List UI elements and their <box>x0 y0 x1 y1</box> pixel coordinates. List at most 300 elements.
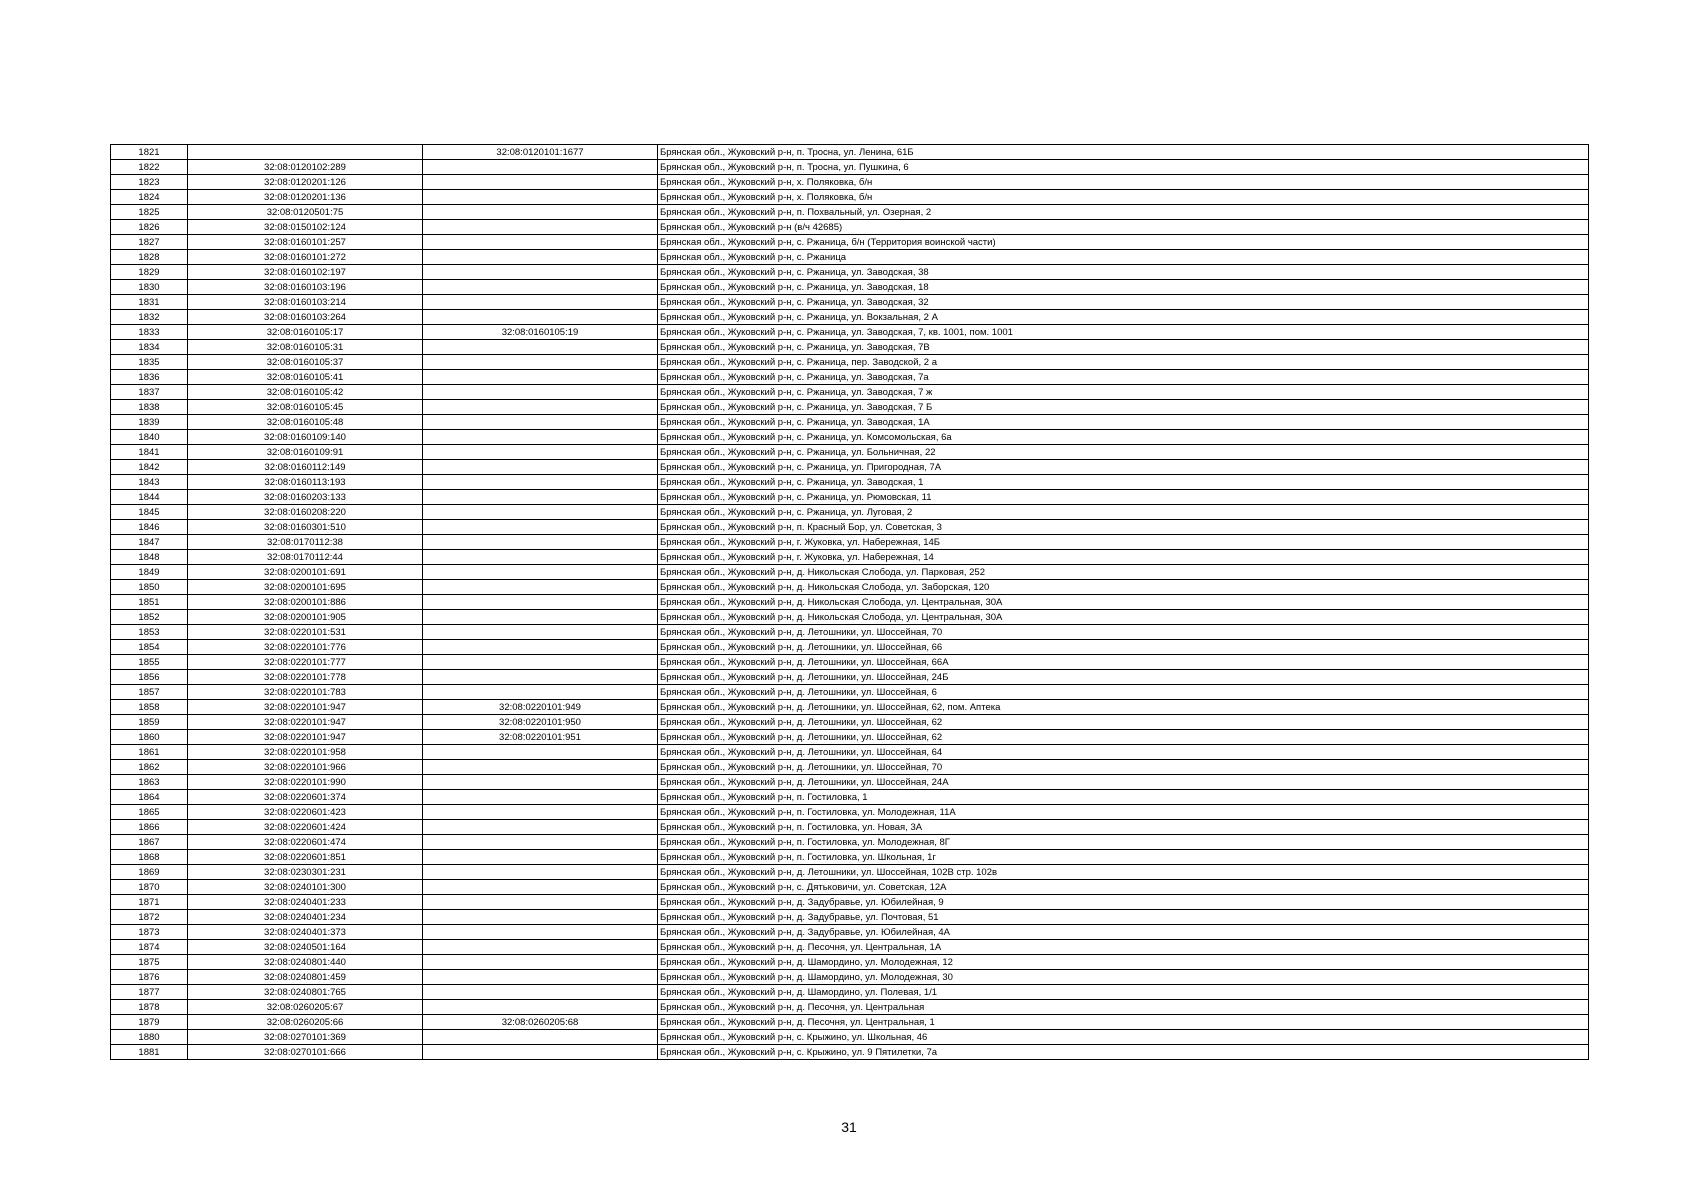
row-number-cell: 1864 <box>111 790 188 805</box>
table-row <box>111 640 1589 655</box>
row-number-cell: 1848 <box>111 550 188 565</box>
table-row <box>111 355 1589 370</box>
table-row <box>111 235 1589 250</box>
cadastral-number-cell: 32:08:0160102:197 <box>188 265 423 280</box>
cadastral-number-cell: 32:08:0160103:264 <box>188 310 423 325</box>
address-cell: Брянская обл., Жуковский р-н, п. Гостиловка, ул. Молодежная, 8Г <box>658 835 1589 850</box>
address-cell: Брянская обл., Жуковский р-н, с. Ржаница, ул. Заводская, 1 <box>658 475 1589 490</box>
related-cadastral-number-cell <box>423 925 658 940</box>
cadastral-number-cell: 32:08:0220101:947 <box>188 715 423 730</box>
address-cell: Брянская обл., Жуковский р-н, д. Летошники, ул. Шоссейная, 64 <box>658 745 1589 760</box>
address-cell: Брянская обл., Жуковский р-н, с. Ржаница, ул. Заводская, 7а <box>658 370 1589 385</box>
cadastral-number-cell: 32:08:0220101:778 <box>188 670 423 685</box>
row-number-cell: 1849 <box>111 565 188 580</box>
table-row <box>111 415 1589 430</box>
related-cadastral-number-cell <box>423 265 658 280</box>
cadastral-number-cell: 32:08:0160112:149 <box>188 460 423 475</box>
address-cell: Брянская обл., Жуковский р-н, д. Песочня, ул. Центральная, 1 <box>658 1015 1589 1030</box>
table-row <box>111 265 1589 280</box>
table-row <box>111 445 1589 460</box>
address-cell: Брянская обл., Жуковский р-н, с. Ржаница, ул. Вокзальная, 2 А <box>658 310 1589 325</box>
address-cell: Брянская обл., Жуковский р-н, с. Ржаница, ул. Заводская, 7В <box>658 340 1589 355</box>
row-number-cell: 1852 <box>111 610 188 625</box>
table-row <box>111 805 1589 820</box>
related-cadastral-number-cell <box>423 355 658 370</box>
row-number-cell: 1859 <box>111 715 188 730</box>
related-cadastral-number-cell <box>423 880 658 895</box>
table-row <box>111 490 1589 505</box>
cadastral-number-cell: 32:08:0200101:691 <box>188 565 423 580</box>
cadastral-number-cell: 32:08:0220101:783 <box>188 685 423 700</box>
table-row <box>111 250 1589 265</box>
address-cell: Брянская обл., Жуковский р-н, п. Гостиловка, ул. Новая, 3А <box>658 820 1589 835</box>
related-cadastral-number-cell <box>423 640 658 655</box>
table-row <box>111 310 1589 325</box>
row-number-cell: 1847 <box>111 535 188 550</box>
address-cell: Брянская обл., Жуковский р-н, д. Никольская Слобода, ул. Центральная, 30А <box>658 610 1589 625</box>
cadastral-number-cell: 32:08:0220601:423 <box>188 805 423 820</box>
address-cell: Брянская обл., Жуковский р-н, п. Тросна, ул. Ленина, 61Б <box>658 145 1589 160</box>
related-cadastral-number-cell <box>423 1030 658 1045</box>
table-row <box>111 160 1589 175</box>
address-cell: Брянская обл., Жуковский р-н, с. Дятьковичи, ул. Советская, 12А <box>658 880 1589 895</box>
address-cell: Брянская обл., Жуковский р-н, д. Задубравье, ул. Почтовая, 51 <box>658 910 1589 925</box>
page-number: 31 <box>841 1119 857 1135</box>
table-row <box>111 190 1589 205</box>
cadastral-number-cell: 32:08:0220101:947 <box>188 700 423 715</box>
cadastral-number-cell: 32:08:0240801:440 <box>188 955 423 970</box>
row-number-cell: 1845 <box>111 505 188 520</box>
related-cadastral-number-cell <box>423 1000 658 1015</box>
address-cell: Брянская обл., Жуковский р-н, д. Песочня, ул. Центральная, 1А <box>658 940 1589 955</box>
row-number-cell: 1842 <box>111 460 188 475</box>
table-row <box>111 610 1589 625</box>
table-row <box>111 340 1589 355</box>
registry-table-body <box>111 145 1589 1060</box>
table-row <box>111 430 1589 445</box>
address-cell: Брянская обл., Жуковский р-н, с. Ржаница, пер. Заводской, 2 а <box>658 355 1589 370</box>
address-cell: Брянская обл., Жуковский р-н, г. Жуковка, ул. Набережная, 14 <box>658 550 1589 565</box>
cadastral-number-cell: 32:08:0240101:300 <box>188 880 423 895</box>
related-cadastral-number-cell <box>423 520 658 535</box>
address-cell: Брянская обл., Жуковский р-н, с. Ржаница, ул. Заводская, 18 <box>658 280 1589 295</box>
cadastral-number-cell: 32:08:0160109:91 <box>188 445 423 460</box>
table-row <box>111 625 1589 640</box>
table-row <box>111 1015 1589 1030</box>
row-number-cell: 1833 <box>111 325 188 340</box>
table-row <box>111 865 1589 880</box>
cadastral-number-cell: 32:08:0220601:851 <box>188 850 423 865</box>
cadastral-number-cell: 32:08:0270101:666 <box>188 1045 423 1060</box>
cadastral-number-cell: 32:08:0220601:424 <box>188 820 423 835</box>
row-number-cell: 1824 <box>111 190 188 205</box>
related-cadastral-number-cell <box>423 280 658 295</box>
address-cell: Брянская обл., Жуковский р-н, с. Ржаница, ул. Заводская, 7 Б <box>658 400 1589 415</box>
row-number-cell: 1862 <box>111 760 188 775</box>
address-cell: Брянская обл., Жуковский р-н, х. Поляковка, б/н <box>658 190 1589 205</box>
cadastral-number-cell <box>188 145 423 160</box>
table-row <box>111 1030 1589 1045</box>
related-cadastral-number-cell: 32:08:0220101:950 <box>423 715 658 730</box>
cadastral-number-cell: 32:08:0160105:45 <box>188 400 423 415</box>
table-row <box>111 910 1589 925</box>
table-row <box>111 730 1589 745</box>
cadastral-number-cell: 32:08:0160105:42 <box>188 385 423 400</box>
row-number-cell: 1840 <box>111 430 188 445</box>
cadastral-number-cell: 32:08:0120102:289 <box>188 160 423 175</box>
row-number-cell: 1854 <box>111 640 188 655</box>
table-row <box>111 970 1589 985</box>
address-cell: Брянская обл., Жуковский р-н, с. Ржаница, ул. Комсомольская, 6а <box>658 430 1589 445</box>
row-number-cell: 1825 <box>111 205 188 220</box>
row-number-cell: 1856 <box>111 670 188 685</box>
table-row <box>111 955 1589 970</box>
cadastral-number-cell: 32:08:0160105:37 <box>188 355 423 370</box>
related-cadastral-number-cell <box>423 670 658 685</box>
cadastral-number-cell: 32:08:0160105:17 <box>188 325 423 340</box>
related-cadastral-number-cell <box>423 895 658 910</box>
related-cadastral-number-cell <box>423 1045 658 1060</box>
address-cell: Брянская обл., Жуковский р-н, д. Задубравье, ул. Юбилейная, 9 <box>658 895 1589 910</box>
address-cell: Брянская обл., Жуковский р-н, с. Ржаница, ул. Заводская, 1А <box>658 415 1589 430</box>
cadastral-number-cell: 32:08:0240401:234 <box>188 910 423 925</box>
address-cell: Брянская обл., Жуковский р-н, д. Летошники, ул. Шоссейная, 102В стр. 102в <box>658 865 1589 880</box>
row-number-cell: 1843 <box>111 475 188 490</box>
address-cell: Брянская обл., Жуковский р-н, д. Никольская Слобода, ул. Парковая, 252 <box>658 565 1589 580</box>
row-number-cell: 1841 <box>111 445 188 460</box>
related-cadastral-number-cell: 32:08:0120101:1677 <box>423 145 658 160</box>
row-number-cell: 1822 <box>111 160 188 175</box>
table-row <box>111 565 1589 580</box>
table-row <box>111 895 1589 910</box>
related-cadastral-number-cell <box>423 655 658 670</box>
cadastral-number-cell: 32:08:0240401:233 <box>188 895 423 910</box>
related-cadastral-number-cell <box>423 865 658 880</box>
related-cadastral-number-cell <box>423 610 658 625</box>
row-number-cell: 1871 <box>111 895 188 910</box>
address-cell: Брянская обл., Жуковский р-н, х. Поляковка, б/н <box>658 175 1589 190</box>
row-number-cell: 1858 <box>111 700 188 715</box>
table-row <box>111 925 1589 940</box>
table-row <box>111 370 1589 385</box>
cadastral-number-cell: 32:08:0160105:41 <box>188 370 423 385</box>
cadastral-number-cell: 32:08:0120201:136 <box>188 190 423 205</box>
related-cadastral-number-cell <box>423 340 658 355</box>
table-row <box>111 175 1589 190</box>
related-cadastral-number-cell <box>423 475 658 490</box>
address-cell: Брянская обл., Жуковский р-н, п. Гостиловка, 1 <box>658 790 1589 805</box>
related-cadastral-number-cell <box>423 370 658 385</box>
address-cell: Брянская обл., Жуковский р-н, д. Никольская Слобода, ул. Заборская, 120 <box>658 580 1589 595</box>
row-number-cell: 1823 <box>111 175 188 190</box>
related-cadastral-number-cell <box>423 835 658 850</box>
address-cell: Брянская обл., Жуковский р-н, с. Ржаница <box>658 250 1589 265</box>
row-number-cell: 1835 <box>111 355 188 370</box>
related-cadastral-number-cell <box>423 940 658 955</box>
property-registry-table <box>110 144 1589 1060</box>
address-cell: Брянская обл., Жуковский р-н, д. Летошники, ул. Шоссейная, 70 <box>658 760 1589 775</box>
table-row <box>111 1045 1589 1060</box>
related-cadastral-number-cell <box>423 685 658 700</box>
related-cadastral-number-cell <box>423 550 658 565</box>
address-cell: Брянская обл., Жуковский р-н, с. Ржаница, ул. Заводская, 32 <box>658 295 1589 310</box>
cadastral-number-cell: 32:08:0220101:958 <box>188 745 423 760</box>
row-number-cell: 1857 <box>111 685 188 700</box>
related-cadastral-number-cell: 32:08:0160105:19 <box>423 325 658 340</box>
address-cell: Брянская обл., Жуковский р-н, д. Летошники, ул. Шоссейная, 70 <box>658 625 1589 640</box>
cadastral-number-cell: 32:08:0200101:886 <box>188 595 423 610</box>
cadastral-number-cell: 32:08:0220101:966 <box>188 760 423 775</box>
row-number-cell: 1830 <box>111 280 188 295</box>
address-cell: Брянская обл., Жуковский р-н, д. Летошники, ул. Шоссейная, 62 <box>658 715 1589 730</box>
row-number-cell: 1861 <box>111 745 188 760</box>
related-cadastral-number-cell <box>423 565 658 580</box>
address-cell: Брянская обл., Жуковский р-н, д. Никольская Слобода, ул. Центральная, 30А <box>658 595 1589 610</box>
address-cell: Брянская обл., Жуковский р-н, с. Ржаница, ул. Больничная, 22 <box>658 445 1589 460</box>
related-cadastral-number-cell <box>423 805 658 820</box>
cadastral-number-cell: 32:08:0220101:776 <box>188 640 423 655</box>
address-cell: Брянская обл., Жуковский р-н, д. Задубравье, ул. Юбилейная, 4А <box>658 925 1589 940</box>
row-number-cell: 1828 <box>111 250 188 265</box>
related-cadastral-number-cell <box>423 310 658 325</box>
row-number-cell: 1827 <box>111 235 188 250</box>
address-cell: Брянская обл., Жуковский р-н, с. Крыжино, ул. Школьная, 46 <box>658 1030 1589 1045</box>
row-number-cell: 1831 <box>111 295 188 310</box>
address-cell: Брянская обл., Жуковский р-н, с. Ржаница, ул. Заводская, 7 ж <box>658 385 1589 400</box>
related-cadastral-number-cell <box>423 175 658 190</box>
related-cadastral-number-cell <box>423 625 658 640</box>
row-number-cell: 1870 <box>111 880 188 895</box>
table-row <box>111 1000 1589 1015</box>
cadastral-number-cell: 32:08:0240801:765 <box>188 985 423 1000</box>
cadastral-number-cell: 32:08:0170112:44 <box>188 550 423 565</box>
table-row <box>111 745 1589 760</box>
table-row <box>111 205 1589 220</box>
address-cell: Брянская обл., Жуковский р-н, п. Тросна, ул. Пушкина, 6 <box>658 160 1589 175</box>
row-number-cell: 1826 <box>111 220 188 235</box>
address-cell: Брянская обл., Жуковский р-н, с. Ржаница, ул. Пригородная, 7А <box>658 460 1589 475</box>
cadastral-number-cell: 32:08:0260205:66 <box>188 1015 423 1030</box>
address-cell: Брянская обл., Жуковский р-н, с. Ржаница, ул. Заводская, 7, кв. 1001, пом. 1001 <box>658 325 1589 340</box>
row-number-cell: 1879 <box>111 1015 188 1030</box>
cadastral-number-cell: 32:08:0240801:459 <box>188 970 423 985</box>
cadastral-number-cell: 32:08:0220101:531 <box>188 625 423 640</box>
table-row <box>111 145 1589 160</box>
related-cadastral-number-cell <box>423 250 658 265</box>
related-cadastral-number-cell <box>423 400 658 415</box>
related-cadastral-number-cell <box>423 955 658 970</box>
related-cadastral-number-cell <box>423 295 658 310</box>
cadastral-number-cell: 32:08:0260205:67 <box>188 1000 423 1015</box>
cadastral-number-cell: 32:08:0160105:31 <box>188 340 423 355</box>
address-cell: Брянская обл., Жуковский р-н, д. Шамордино, ул. Молодежная, 30 <box>658 970 1589 985</box>
related-cadastral-number-cell: 32:08:0220101:951 <box>423 730 658 745</box>
table-row <box>111 505 1589 520</box>
related-cadastral-number-cell <box>423 385 658 400</box>
table-row <box>111 670 1589 685</box>
table-row <box>111 715 1589 730</box>
cadastral-number-cell: 32:08:0160203:133 <box>188 490 423 505</box>
related-cadastral-number-cell <box>423 760 658 775</box>
related-cadastral-number-cell: 32:08:0220101:949 <box>423 700 658 715</box>
table-row <box>111 580 1589 595</box>
row-number-cell: 1877 <box>111 985 188 1000</box>
related-cadastral-number-cell <box>423 820 658 835</box>
row-number-cell: 1881 <box>111 1045 188 1060</box>
row-number-cell: 1873 <box>111 925 188 940</box>
cadastral-number-cell: 32:08:0270101:369 <box>188 1030 423 1045</box>
address-cell: Брянская обл., Жуковский р-н, п. Гостиловка, ул. Школьная, 1г <box>658 850 1589 865</box>
address-cell: Брянская обл., Жуковский р-н, п. Похвальный, ул. Озерная, 2 <box>658 205 1589 220</box>
cadastral-number-cell: 32:08:0240501:164 <box>188 940 423 955</box>
table-row <box>111 835 1589 850</box>
address-cell: Брянская обл., Жуковский р-н, с. Ржаница, ул. Заводская, 38 <box>658 265 1589 280</box>
related-cadastral-number-cell <box>423 745 658 760</box>
row-number-cell: 1838 <box>111 400 188 415</box>
row-number-cell: 1834 <box>111 340 188 355</box>
table-row <box>111 985 1589 1000</box>
address-cell: Брянская обл., Жуковский р-н, с. Крыжино, ул. 9 Пятилетки, 7а <box>658 1045 1589 1060</box>
related-cadastral-number-cell <box>423 985 658 1000</box>
cadastral-number-cell: 32:08:0220101:947 <box>188 730 423 745</box>
related-cadastral-number-cell <box>423 790 658 805</box>
row-number-cell: 1844 <box>111 490 188 505</box>
address-cell: Брянская обл., Жуковский р-н, г. Жуковка, ул. Набережная, 14Б <box>658 535 1589 550</box>
table-row <box>111 295 1589 310</box>
table-row <box>111 880 1589 895</box>
cadastral-number-cell: 32:08:0170112:38 <box>188 535 423 550</box>
related-cadastral-number-cell <box>423 160 658 175</box>
table-row <box>111 655 1589 670</box>
address-cell: Брянская обл., Жуковский р-н, д. Летошники, ул. Шоссейная, 66 <box>658 640 1589 655</box>
address-cell: Брянская обл., Жуковский р-н, д. Шамордино, ул. Молодежная, 12 <box>658 955 1589 970</box>
table-row <box>111 475 1589 490</box>
table-row <box>111 400 1589 415</box>
row-number-cell: 1872 <box>111 910 188 925</box>
row-number-cell: 1878 <box>111 1000 188 1015</box>
related-cadastral-number-cell <box>423 220 658 235</box>
row-number-cell: 1863 <box>111 775 188 790</box>
row-number-cell: 1851 <box>111 595 188 610</box>
address-cell: Брянская обл., Жуковский р-н, д. Летошники, ул. Шоссейная, 66А <box>658 655 1589 670</box>
cadastral-number-cell: 32:08:0160101:272 <box>188 250 423 265</box>
related-cadastral-number-cell <box>423 775 658 790</box>
row-number-cell: 1874 <box>111 940 188 955</box>
address-cell: Брянская обл., Жуковский р-н, п. Красный Бор, ул. Советская, 3 <box>658 520 1589 535</box>
row-number-cell: 1866 <box>111 820 188 835</box>
related-cadastral-number-cell <box>423 445 658 460</box>
row-number-cell: 1876 <box>111 970 188 985</box>
related-cadastral-number-cell <box>423 910 658 925</box>
row-number-cell: 1829 <box>111 265 188 280</box>
table-row <box>111 760 1589 775</box>
related-cadastral-number-cell <box>423 595 658 610</box>
row-number-cell: 1869 <box>111 865 188 880</box>
address-cell: Брянская обл., Жуковский р-н, д. Шамордино, ул. Полевая, 1/1 <box>658 985 1589 1000</box>
related-cadastral-number-cell <box>423 580 658 595</box>
related-cadastral-number-cell <box>423 535 658 550</box>
row-number-cell: 1850 <box>111 580 188 595</box>
address-cell: Брянская обл., Жуковский р-н, д. Летошники, ул. Шоссейная, 6 <box>658 685 1589 700</box>
address-cell: Брянская обл., Жуковский р-н, с. Ржаница, б/н (Территория воинской части) <box>658 235 1589 250</box>
table-row <box>111 325 1589 340</box>
address-cell: Брянская обл., Жуковский р-н, д. Летошники, ул. Шоссейная, 62 <box>658 730 1589 745</box>
address-cell: Брянская обл., Жуковский р-н, с. Ржаница, ул. Луговая, 2 <box>658 505 1589 520</box>
row-number-cell: 1853 <box>111 625 188 640</box>
related-cadastral-number-cell: 32:08:0260205:68 <box>423 1015 658 1030</box>
table-row <box>111 280 1589 295</box>
row-number-cell: 1860 <box>111 730 188 745</box>
cadastral-number-cell: 32:08:0160301:510 <box>188 520 423 535</box>
address-cell: Брянская обл., Жуковский р-н, д. Летошники, ул. Шоссейная, 62, пом. Аптека <box>658 700 1589 715</box>
row-number-cell: 1855 <box>111 655 188 670</box>
table-row <box>111 220 1589 235</box>
table-row <box>111 550 1589 565</box>
cadastral-number-cell: 32:08:0160101:257 <box>188 235 423 250</box>
row-number-cell: 1832 <box>111 310 188 325</box>
cadastral-number-cell: 32:08:0160103:196 <box>188 280 423 295</box>
address-cell: Брянская обл., Жуковский р-н, д. Песочня, ул. Центральная <box>658 1000 1589 1015</box>
table-row <box>111 700 1589 715</box>
table-row <box>111 520 1589 535</box>
row-number-cell: 1875 <box>111 955 188 970</box>
cadastral-number-cell: 32:08:0160113:193 <box>188 475 423 490</box>
cadastral-number-cell: 32:08:0200101:695 <box>188 580 423 595</box>
cadastral-number-cell: 32:08:0120201:126 <box>188 175 423 190</box>
row-number-cell: 1839 <box>111 415 188 430</box>
related-cadastral-number-cell <box>423 190 658 205</box>
related-cadastral-number-cell <box>423 490 658 505</box>
cadastral-number-cell: 32:08:0220101:990 <box>188 775 423 790</box>
cadastral-number-cell: 32:08:0200101:905 <box>188 610 423 625</box>
related-cadastral-number-cell <box>423 970 658 985</box>
cadastral-number-cell: 32:08:0150102:124 <box>188 220 423 235</box>
table-row <box>111 385 1589 400</box>
cadastral-number-cell: 32:08:0220101:777 <box>188 655 423 670</box>
address-cell: Брянская обл., Жуковский р-н, п. Гостиловка, ул. Молодежная, 11А <box>658 805 1589 820</box>
table-row <box>111 685 1589 700</box>
related-cadastral-number-cell <box>423 235 658 250</box>
related-cadastral-number-cell <box>423 430 658 445</box>
row-number-cell: 1867 <box>111 835 188 850</box>
table-row <box>111 535 1589 550</box>
row-number-cell: 1880 <box>111 1030 188 1045</box>
row-number-cell: 1846 <box>111 520 188 535</box>
row-number-cell: 1837 <box>111 385 188 400</box>
cadastral-number-cell: 32:08:0160109:140 <box>188 430 423 445</box>
table-row <box>111 790 1589 805</box>
related-cadastral-number-cell <box>423 205 658 220</box>
address-cell: Брянская обл., Жуковский р-н, д. Летошники, ул. Шоссейная, 24Б <box>658 670 1589 685</box>
table-row <box>111 940 1589 955</box>
cadastral-number-cell: 32:08:0220601:374 <box>188 790 423 805</box>
cadastral-number-cell: 32:08:0240401:373 <box>188 925 423 940</box>
cadastral-number-cell: 32:08:0160103:214 <box>188 295 423 310</box>
address-cell: Брянская обл., Жуковский р-н (в/ч 42685) <box>658 220 1589 235</box>
table-row <box>111 820 1589 835</box>
row-number-cell: 1865 <box>111 805 188 820</box>
related-cadastral-number-cell <box>423 415 658 430</box>
row-number-cell: 1821 <box>111 145 188 160</box>
table-row <box>111 775 1589 790</box>
cadastral-number-cell: 32:08:0220601:474 <box>188 835 423 850</box>
related-cadastral-number-cell <box>423 850 658 865</box>
cadastral-number-cell: 32:08:0120501:75 <box>188 205 423 220</box>
table-row <box>111 595 1589 610</box>
related-cadastral-number-cell <box>423 460 658 475</box>
related-cadastral-number-cell <box>423 505 658 520</box>
address-cell: Брянская обл., Жуковский р-н, д. Летошники, ул. Шоссейная, 24А <box>658 775 1589 790</box>
